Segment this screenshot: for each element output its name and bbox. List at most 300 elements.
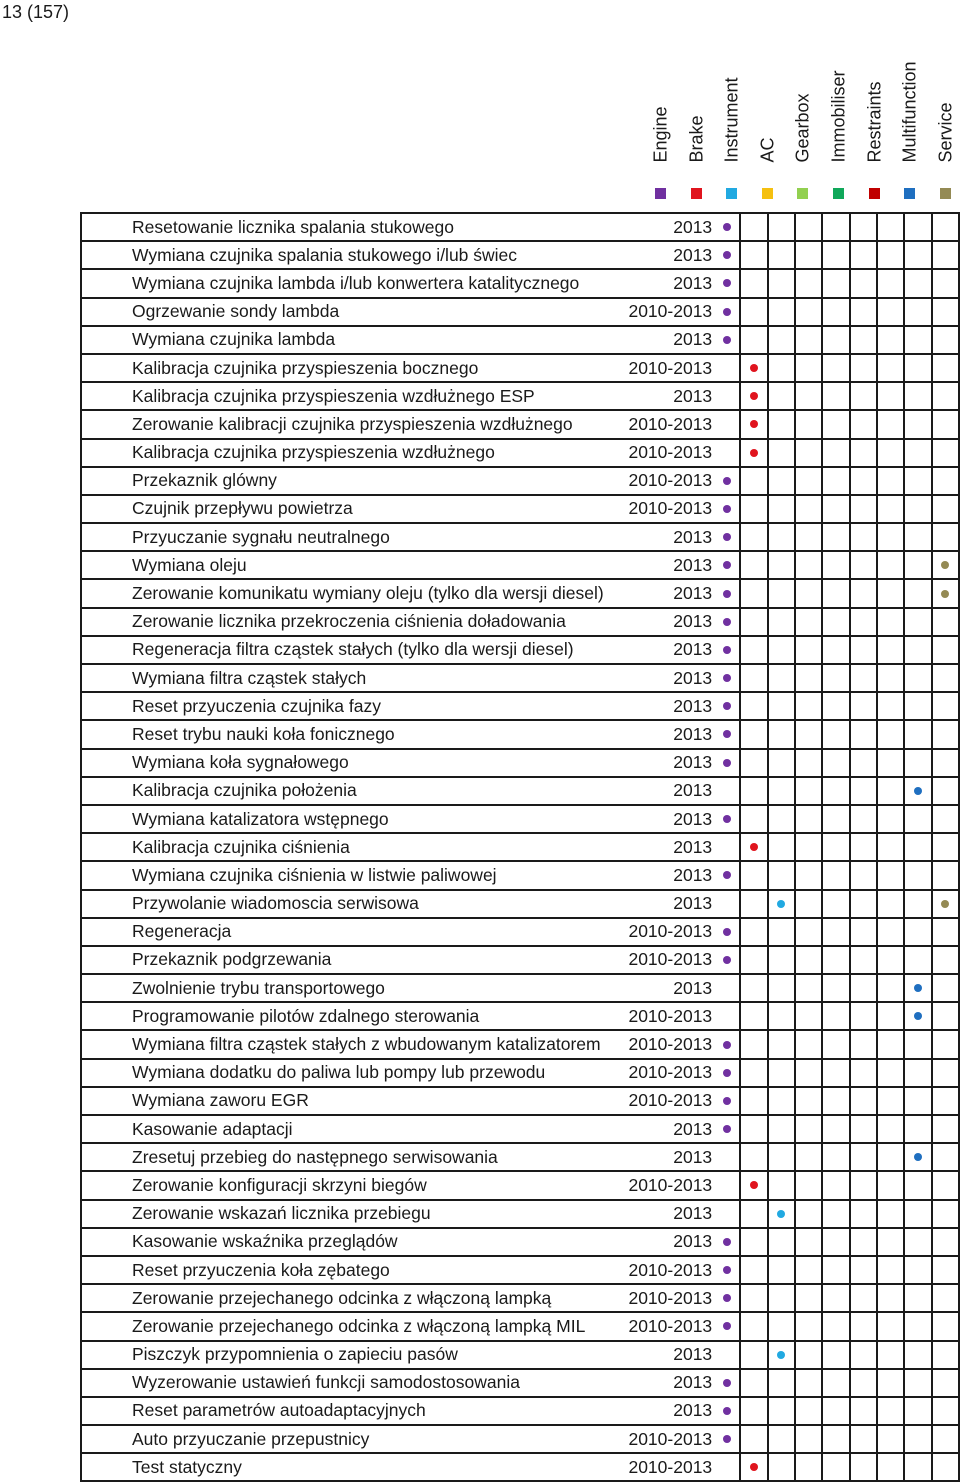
table-row (81, 241, 959, 269)
cell-gearbox (822, 1171, 849, 1199)
engine-dot-icon (723, 618, 731, 626)
cell-brake (740, 551, 767, 579)
cell-brake (740, 720, 767, 748)
cell-instrument (768, 1030, 795, 1058)
cell-gearbox (822, 720, 849, 748)
cell-restraints (877, 326, 904, 354)
cell-brake (740, 1312, 767, 1340)
cell-immobiliser (850, 608, 877, 636)
table-row (81, 1171, 959, 1199)
cell-engine (714, 1200, 740, 1228)
cell-engine (714, 1171, 740, 1199)
function-name: Reset trybu nauki koła fonicznego (81, 720, 604, 748)
model-years: 2010-2013 (604, 1256, 714, 1284)
service-dot-icon (941, 590, 949, 598)
cell-multifunction (904, 1453, 931, 1481)
cell-immobiliser (850, 1087, 877, 1115)
model-years: 2010-2013 (604, 495, 714, 523)
table-row (81, 298, 959, 326)
cell-immobiliser (850, 1425, 877, 1453)
table-row (81, 326, 959, 354)
cell-engine (714, 1115, 740, 1143)
cell-service (932, 805, 959, 833)
cell-service (932, 1256, 959, 1284)
model-years: 2013 (604, 269, 714, 297)
cell-instrument (768, 918, 795, 946)
engine-dot-icon (723, 674, 731, 682)
cell-engine (714, 749, 740, 777)
cell-engine (714, 636, 740, 664)
cell-instrument (768, 354, 795, 382)
cell-service (932, 1059, 959, 1087)
color-swatch-ac (762, 188, 773, 199)
cell-immobiliser (850, 805, 877, 833)
engine-dot-icon (723, 590, 731, 598)
page-number: 13 (157) (2, 2, 70, 22)
cell-multifunction (904, 720, 931, 748)
cell-brake (740, 1059, 767, 1087)
cell-ac (795, 1425, 822, 1453)
engine-dot-icon (723, 928, 731, 936)
function-name: Zerowanie komunikatu wymiany oleju (tylko dla wersji diesel) (81, 579, 604, 607)
cell-restraints (877, 1200, 904, 1228)
cell-instrument (768, 1087, 795, 1115)
cell-immobiliser (850, 1115, 877, 1143)
cell-multifunction (904, 805, 931, 833)
table-row (81, 1002, 959, 1030)
cell-multifunction (904, 551, 931, 579)
cell-instrument (768, 608, 795, 636)
column-label-ac: AC (757, 137, 778, 163)
column-label-brake: Brake (686, 115, 707, 163)
brake-dot-icon (750, 420, 758, 428)
cell-restraints (877, 636, 904, 664)
cell-restraints (877, 467, 904, 495)
cell-immobiliser (850, 551, 877, 579)
color-swatch-instrument (726, 188, 737, 199)
cell-brake (740, 664, 767, 692)
column-header-engine (643, 0, 679, 205)
engine-dot-icon (723, 251, 731, 259)
cell-service (932, 523, 959, 551)
function-name: Wymiana filtra cząstek stałych (81, 664, 604, 692)
cell-instrument (768, 1115, 795, 1143)
table-row (81, 410, 959, 438)
cell-engine (714, 890, 740, 918)
cell-instrument (768, 1369, 795, 1397)
cell-brake (740, 1397, 767, 1425)
cell-gearbox (822, 918, 849, 946)
function-name: Wymiana czujnika ciśnienia w listwie paliwowej (81, 861, 604, 889)
cell-brake (740, 1284, 767, 1312)
cell-immobiliser (850, 833, 877, 861)
cell-service (932, 1171, 959, 1199)
table-row (81, 918, 959, 946)
cell-brake (740, 861, 767, 889)
cell-multifunction (904, 326, 931, 354)
cell-gearbox (822, 1397, 849, 1425)
cell-gearbox (822, 410, 849, 438)
column-header-restraints (857, 0, 893, 205)
cell-restraints (877, 1341, 904, 1369)
cell-multifunction (904, 467, 931, 495)
cell-instrument (768, 410, 795, 438)
function-name: Regeneracja (81, 918, 604, 946)
brake-dot-icon (750, 364, 758, 372)
cell-brake (740, 579, 767, 607)
table-row (81, 946, 959, 974)
cell-gearbox (822, 579, 849, 607)
cell-brake (740, 439, 767, 467)
cell-restraints (877, 241, 904, 269)
cell-ac (795, 974, 822, 1002)
cell-immobiliser (850, 1143, 877, 1171)
model-years: 2010-2013 (604, 1312, 714, 1340)
cell-immobiliser (850, 974, 877, 1002)
cell-multifunction (904, 890, 931, 918)
model-years: 2010-2013 (604, 1059, 714, 1087)
model-years: 2010-2013 (604, 1171, 714, 1199)
cell-engine (714, 692, 740, 720)
function-name: Czujnik przepływu powietrza (81, 495, 604, 523)
cell-service (932, 1369, 959, 1397)
cell-engine (714, 1002, 740, 1030)
cell-immobiliser (850, 946, 877, 974)
cell-ac (795, 805, 822, 833)
cell-ac (795, 1397, 822, 1425)
cell-instrument (768, 495, 795, 523)
table-row (81, 1143, 959, 1171)
cell-immobiliser (850, 890, 877, 918)
cell-gearbox (822, 298, 849, 326)
cell-ac (795, 777, 822, 805)
model-years: 2010-2013 (604, 1002, 714, 1030)
table-row (81, 749, 959, 777)
engine-dot-icon (723, 533, 731, 541)
cell-ac (795, 354, 822, 382)
cell-restraints (877, 749, 904, 777)
function-name: Przywolanie wiadomoscia serwisowa (81, 890, 604, 918)
cell-multifunction (904, 833, 931, 861)
instrument-dot-icon (777, 1210, 785, 1218)
cell-gearbox (822, 861, 849, 889)
cell-brake (740, 608, 767, 636)
function-name: Wyzerowanie ustawień funkcji samodostosowania (81, 1369, 604, 1397)
cell-engine (714, 1369, 740, 1397)
cell-brake (740, 269, 767, 297)
model-years: 2013 (604, 777, 714, 805)
engine-dot-icon (723, 1294, 731, 1302)
cell-service (932, 692, 959, 720)
cell-brake (740, 974, 767, 1002)
cell-immobiliser (850, 326, 877, 354)
cell-service (932, 1030, 959, 1058)
engine-dot-icon (723, 1379, 731, 1387)
cell-immobiliser (850, 720, 877, 748)
cell-engine (714, 551, 740, 579)
cell-restraints (877, 1256, 904, 1284)
cell-immobiliser (850, 918, 877, 946)
model-years: 2013 (604, 805, 714, 833)
cell-restraints (877, 833, 904, 861)
cell-multifunction (904, 918, 931, 946)
cell-instrument (768, 1200, 795, 1228)
function-name: Zerowanie konfiguracji skrzyni biegów (81, 1171, 604, 1199)
cell-immobiliser (850, 1369, 877, 1397)
function-name: Programowanie pilotów zdalnego sterowania (81, 1002, 604, 1030)
cell-gearbox (822, 1087, 849, 1115)
cell-multifunction (904, 1002, 931, 1030)
cell-service (932, 1312, 959, 1340)
model-years: 2010-2013 (604, 1453, 714, 1481)
function-name: Auto przyuczanie przepustnicy (81, 1425, 604, 1453)
cell-ac (795, 1030, 822, 1058)
cell-ac (795, 1002, 822, 1030)
function-name: Kalibracja czujnika przyspieszenia wzdłużnego ESP (81, 382, 604, 410)
cell-restraints (877, 692, 904, 720)
cell-service (932, 382, 959, 410)
cell-service (932, 269, 959, 297)
cell-engine (714, 805, 740, 833)
cell-ac (795, 1369, 822, 1397)
cell-immobiliser (850, 1030, 877, 1058)
cell-service (932, 833, 959, 861)
cell-service (932, 918, 959, 946)
cell-restraints (877, 523, 904, 551)
cell-ac (795, 1312, 822, 1340)
cell-immobiliser (850, 1200, 877, 1228)
column-header-brake (679, 0, 715, 205)
table-row (81, 1087, 959, 1115)
function-name: Zwolnienie trybu transportowego (81, 974, 604, 1002)
brake-dot-icon (750, 843, 758, 851)
cell-immobiliser (850, 1256, 877, 1284)
cell-ac (795, 861, 822, 889)
cell-ac (795, 1059, 822, 1087)
cell-service (932, 1341, 959, 1369)
cell-restraints (877, 1369, 904, 1397)
cell-immobiliser (850, 692, 877, 720)
cell-ac (795, 1228, 822, 1256)
color-swatch-engine (655, 188, 666, 199)
cell-gearbox (822, 1228, 849, 1256)
cell-engine (714, 1256, 740, 1284)
engine-dot-icon (723, 223, 731, 231)
cell-multifunction (904, 523, 931, 551)
cell-restraints (877, 298, 904, 326)
cell-instrument (768, 1284, 795, 1312)
function-name: Wymiana czujnika lambda i/lub konwertera katalitycznego (81, 269, 604, 297)
column-header-instrument (714, 0, 750, 205)
cell-instrument (768, 298, 795, 326)
column-label-immobiliser: Immobiliser (828, 70, 849, 163)
cell-multifunction (904, 1228, 931, 1256)
cell-gearbox (822, 664, 849, 692)
multifunction-dot-icon (914, 984, 922, 992)
cell-multifunction (904, 1143, 931, 1171)
function-name: Kalibracja czujnika przyspieszenia wzdłużnego (81, 439, 604, 467)
cell-ac (795, 636, 822, 664)
cell-gearbox (822, 805, 849, 833)
cell-immobiliser (850, 523, 877, 551)
cell-gearbox (822, 1284, 849, 1312)
cell-ac (795, 1087, 822, 1115)
table-row (81, 777, 959, 805)
cell-gearbox (822, 1425, 849, 1453)
cell-restraints (877, 1284, 904, 1312)
cell-restraints (877, 495, 904, 523)
function-name: Kasowanie adaptacji (81, 1115, 604, 1143)
cell-gearbox (822, 382, 849, 410)
cell-engine (714, 918, 740, 946)
function-name: Wymiana zaworu EGR (81, 1087, 604, 1115)
cell-brake (740, 890, 767, 918)
cell-instrument (768, 213, 795, 241)
cell-restraints (877, 1453, 904, 1481)
model-years: 2013 (604, 608, 714, 636)
cell-immobiliser (850, 1453, 877, 1481)
function-name: Przekaznik podgrzewania (81, 946, 604, 974)
cell-ac (795, 918, 822, 946)
cell-service (932, 636, 959, 664)
cell-brake (740, 777, 767, 805)
cell-gearbox (822, 1002, 849, 1030)
cell-instrument (768, 1312, 795, 1340)
cell-immobiliser (850, 495, 877, 523)
function-name: Wymiana dodatku do paliwa lub pompy lub przewodu (81, 1059, 604, 1087)
cell-multifunction (904, 213, 931, 241)
cell-gearbox (822, 833, 849, 861)
cell-engine (714, 1397, 740, 1425)
table-row (81, 664, 959, 692)
cell-multifunction (904, 1341, 931, 1369)
function-name: Piszczyk przypomnienia o zapieciu pasów (81, 1341, 604, 1369)
cell-service (932, 213, 959, 241)
cell-ac (795, 1171, 822, 1199)
model-years: 2013 (604, 749, 714, 777)
cell-multifunction (904, 608, 931, 636)
brake-dot-icon (750, 1181, 758, 1189)
engine-dot-icon (723, 1435, 731, 1443)
cell-service (932, 467, 959, 495)
cell-gearbox (822, 692, 849, 720)
cell-restraints (877, 1143, 904, 1171)
cell-brake (740, 467, 767, 495)
cell-gearbox (822, 749, 849, 777)
table-row (81, 579, 959, 607)
cell-restraints (877, 354, 904, 382)
cell-brake (740, 692, 767, 720)
cell-gearbox (822, 551, 849, 579)
cell-multifunction (904, 1256, 931, 1284)
cell-multifunction (904, 298, 931, 326)
cell-instrument (768, 1341, 795, 1369)
cell-instrument (768, 777, 795, 805)
function-name: Przyuczanie sygnału neutralnego (81, 523, 604, 551)
engine-dot-icon (723, 871, 731, 879)
function-name: Zresetuj przebieg do następnego serwisowania (81, 1143, 604, 1171)
table-row (81, 1200, 959, 1228)
cell-brake (740, 213, 767, 241)
cell-ac (795, 608, 822, 636)
engine-dot-icon (723, 1125, 731, 1133)
cell-service (932, 1425, 959, 1453)
cell-instrument (768, 269, 795, 297)
cell-ac (795, 692, 822, 720)
cell-multifunction (904, 269, 931, 297)
cell-instrument (768, 1425, 795, 1453)
cell-service (932, 777, 959, 805)
cell-restraints (877, 1115, 904, 1143)
cell-gearbox (822, 1200, 849, 1228)
cell-instrument (768, 579, 795, 607)
cell-brake (740, 1002, 767, 1030)
model-years: 2013 (604, 664, 714, 692)
cell-multifunction (904, 495, 931, 523)
table-row (81, 692, 959, 720)
cell-restraints (877, 269, 904, 297)
cell-instrument (768, 664, 795, 692)
cell-ac (795, 551, 822, 579)
cell-engine (714, 1087, 740, 1115)
function-name: Kasowanie wskaźnika przeglądów (81, 1228, 604, 1256)
function-name: Zerowanie przejechanego odcinka z włączoną lampką (81, 1284, 604, 1312)
function-name: Reset parametrów autoadaptacyjnych (81, 1397, 604, 1425)
table-row (81, 1059, 959, 1087)
column-header-gearbox (785, 0, 821, 205)
cell-brake (740, 382, 767, 410)
cell-service (932, 720, 959, 748)
table-row (81, 354, 959, 382)
cell-multifunction (904, 1312, 931, 1340)
function-name: Ogrzewanie sondy lambda (81, 298, 604, 326)
column-label-engine: Engine (650, 106, 671, 163)
cell-ac (795, 720, 822, 748)
cell-immobiliser (850, 1002, 877, 1030)
cell-instrument (768, 1453, 795, 1481)
engine-dot-icon (723, 815, 731, 823)
column-label-gearbox: Gearbox (792, 93, 813, 163)
cell-brake (740, 1115, 767, 1143)
cell-ac (795, 579, 822, 607)
model-years: 2013 (604, 692, 714, 720)
model-years: 2013 (604, 636, 714, 664)
cell-service (932, 946, 959, 974)
engine-dot-icon (723, 1041, 731, 1049)
table-row (81, 1341, 959, 1369)
table-row (81, 890, 959, 918)
function-name: Wymiana oleju (81, 551, 604, 579)
function-table (80, 212, 960, 1482)
model-years: 2013 (604, 241, 714, 269)
table-row (81, 1228, 959, 1256)
cell-multifunction (904, 1171, 931, 1199)
engine-dot-icon (723, 336, 731, 344)
column-label-service: Service (935, 102, 956, 163)
cell-service (932, 1087, 959, 1115)
cell-service (932, 439, 959, 467)
cell-multifunction (904, 1087, 931, 1115)
function-name: Wymiana katalizatora wstępnego (81, 805, 604, 833)
cell-gearbox (822, 1453, 849, 1481)
engine-dot-icon (723, 1322, 731, 1330)
cell-ac (795, 213, 822, 241)
cell-ac (795, 241, 822, 269)
cell-multifunction (904, 579, 931, 607)
model-years: 2013 (604, 326, 714, 354)
cell-brake (740, 918, 767, 946)
cell-immobiliser (850, 1341, 877, 1369)
